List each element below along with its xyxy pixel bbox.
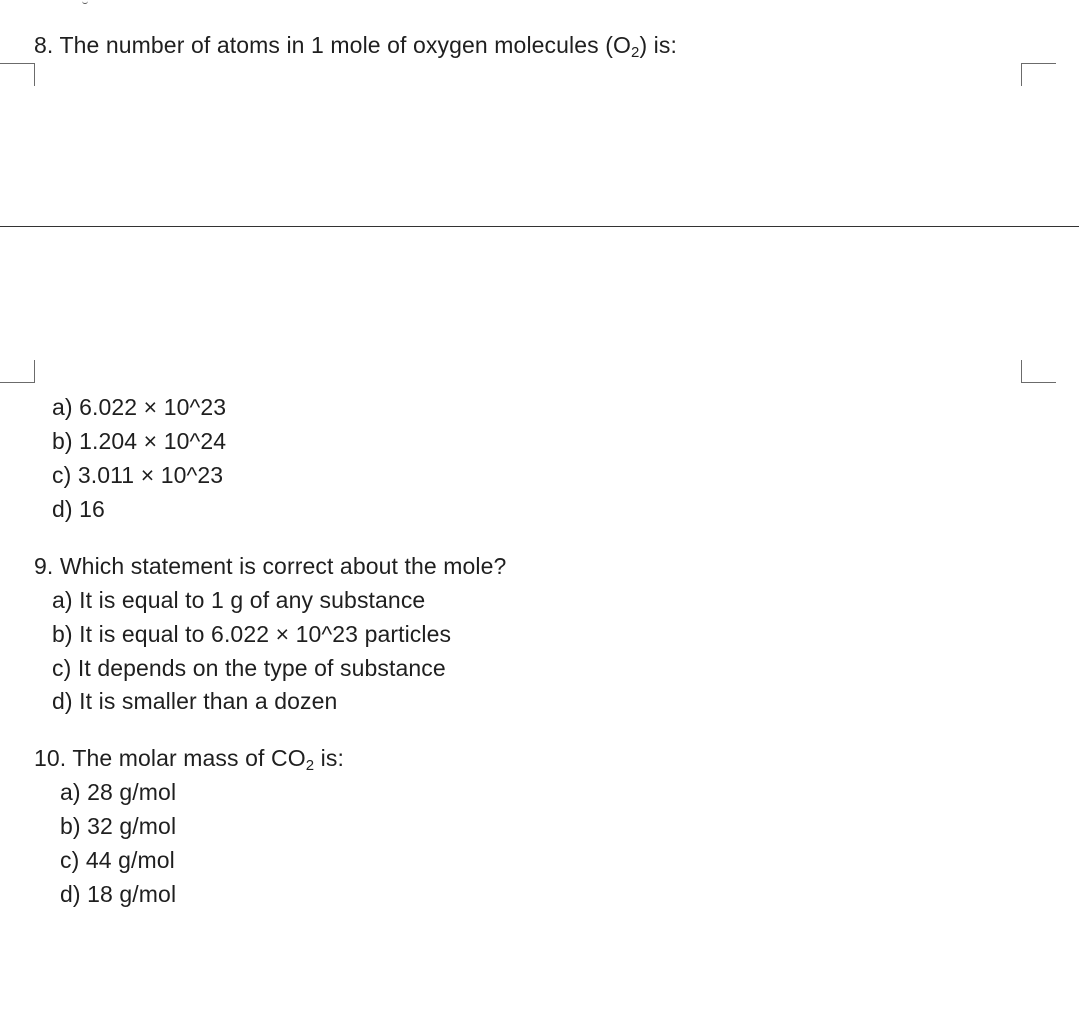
question-10-stem xyxy=(34,743,344,773)
crop-corner-top-left xyxy=(0,63,35,86)
question-10-option-a: a) 28 g/mol xyxy=(60,779,177,805)
question-8-stem xyxy=(34,30,677,60)
crop-corner-bottom-left xyxy=(0,360,35,383)
question-9-option-b: b) It is equal to 6.022 × 10^23 particles xyxy=(52,621,452,647)
partial-glyph-top xyxy=(82,0,88,4)
horizontal-divider xyxy=(0,226,1079,227)
question-10-option-b: b) 32 g/mol xyxy=(60,813,177,839)
question-9-option-d: d) It is smaller than a dozen xyxy=(52,688,338,714)
question-8-option-a: a) 6.022 × 10^23 xyxy=(52,394,227,420)
question-8-option-b: b) 1.204 × 10^24 xyxy=(52,428,227,454)
question-10-stem-end: is: xyxy=(314,745,344,771)
question-8-option-d: d) 16 xyxy=(52,496,105,522)
question-8-stem-text: 8. The number of atoms in 1 mole of oxygen molecules (O xyxy=(34,32,631,58)
question-8-option-c: c) 3.011 × 10^23 xyxy=(52,462,224,488)
question-10-option-d: d) 18 g/mol xyxy=(60,881,177,907)
question-9-option-c: c) It depends on the type of substance xyxy=(52,655,446,681)
question-8-stem-subscript: 2 xyxy=(630,44,640,61)
crop-corner-bottom-right xyxy=(1021,360,1056,383)
question-8-stem-end: ) is: xyxy=(639,32,677,58)
question-10-stem-subscript: 2 xyxy=(305,757,315,774)
question-10-stem-text: 10. The molar mass of CO xyxy=(34,745,306,771)
question-10-option-c: c) 44 g/mol xyxy=(60,847,175,873)
question-9-stem: 9. Which statement is correct about the mole? xyxy=(34,553,507,579)
question-9-option-a: a) It is equal to 1 g of any substance xyxy=(52,587,426,613)
crop-corner-top-right xyxy=(1021,63,1056,86)
